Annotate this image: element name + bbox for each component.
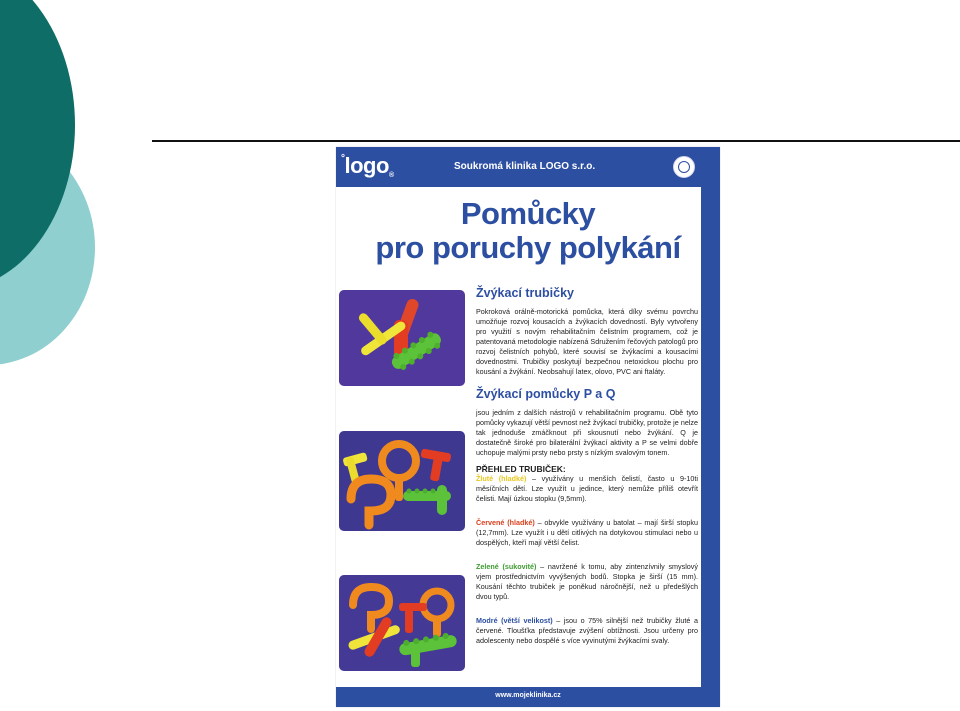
- flyer-text-column: [476, 286, 698, 652]
- title-rule: [152, 140, 960, 142]
- section-body-p-q: jsou jedním z dalších nástrojů v rehabilitačním programu. Obě tyto pomůcky vykazují větší pevnost než žvýkací trubičky, protože je nelze tak jednoduše zmáčknout při skousnutí nebo žvýkání. Q je dostatečně široké pro bilaterální žvýkací aktivity a P se velmi dobře uchopuje malými prsty nebo prsty s nízkým svalovým tonem.: [476, 408, 698, 457]
- title-line-1: Pomůcky: [460, 196, 596, 231]
- section-heading-p-q: Žvýkací pomůcky P a Q: [476, 387, 616, 401]
- yellow-label: Žluté (hladké): [476, 474, 527, 483]
- p-and-q-photo: [339, 431, 465, 531]
- red-text: – obvykle využívány u batolat – mají širší stopku (12,7mm). Lze využít i u dětí citlivých na dotykovou stimulaci nebo u dospělých, kteří mají větší čelist.: [476, 518, 698, 547]
- clinic-logo: °logo®: [341, 153, 394, 179]
- flyer-header-bar: [336, 147, 720, 187]
- chewy-tubes-photo: [339, 290, 465, 386]
- green-text: – navržené k tomu, aby zintenzívnily smyslový vjem prostřednictvím vyvýšených bodů. Stopka je širší (15 mm). Kousání těchto trubiček je poněkud náročnější, než u předešlých dvou typů.: [476, 562, 698, 601]
- yellow-text: – využívány u menších čelistí, často u 9-10ti měsíčních dětí. Lze využít u jedince, který nemůže příliš otevřít čelisti. Mají úzkou stopku (9,5mm).: [476, 474, 698, 503]
- overview-red: [476, 518, 698, 548]
- overview-green: [476, 562, 698, 602]
- flyer-title: [336, 197, 720, 265]
- overview-blue: [476, 616, 698, 646]
- overview-yellow: [476, 474, 698, 504]
- tube-set-photo: [339, 575, 465, 671]
- blue-text: – jsou o 75% silnější než trubičky žluté a červené. Tloušťka představuje zvýšení obtížnosti. Jsou určeny pro adolescenty nebo dospělé s více vyvinutými žvýkacími svaly.: [476, 616, 698, 645]
- title-line-2: pro poruchy polykání: [375, 230, 681, 265]
- red-label: Červené (hladké): [476, 518, 535, 527]
- blue-label: Modré (větší velikost): [476, 616, 553, 625]
- website-link[interactable]: www.mojeklinika.cz: [495, 692, 561, 699]
- section-heading-chewy-tubes: Žvýkací trubičky: [476, 286, 574, 300]
- clinic-name: Soukromá klinika LOGO s.r.o.: [454, 161, 596, 172]
- seal-icon: [673, 156, 695, 178]
- overview-heading: PŘEHLED TRUBIČEK:: [476, 464, 566, 474]
- section-body-chewy-tubes: Pokroková orálně-motorická pomůcka, která díky svému povrchu umožňuje rozvoj kousacích a žvýkacích dovedností. Byly vytvořeny pro využití s novým rehabilitačním čelistním programem, což je patentovaná metodologie nabízená Sdružením řečových patologů pro rozvoj čelistních pohybů, které souvisí se žvýkacími a kousacími dovednostmi. Trubičky poskytují bezpečnou netoxickou plochu pro kousání a žvýkání. Neobsahují latex, olovo, PVC ani ftaláty.: [476, 307, 698, 376]
- flyer-scan: [336, 147, 720, 707]
- green-label: Zelené (sukovité): [476, 562, 537, 571]
